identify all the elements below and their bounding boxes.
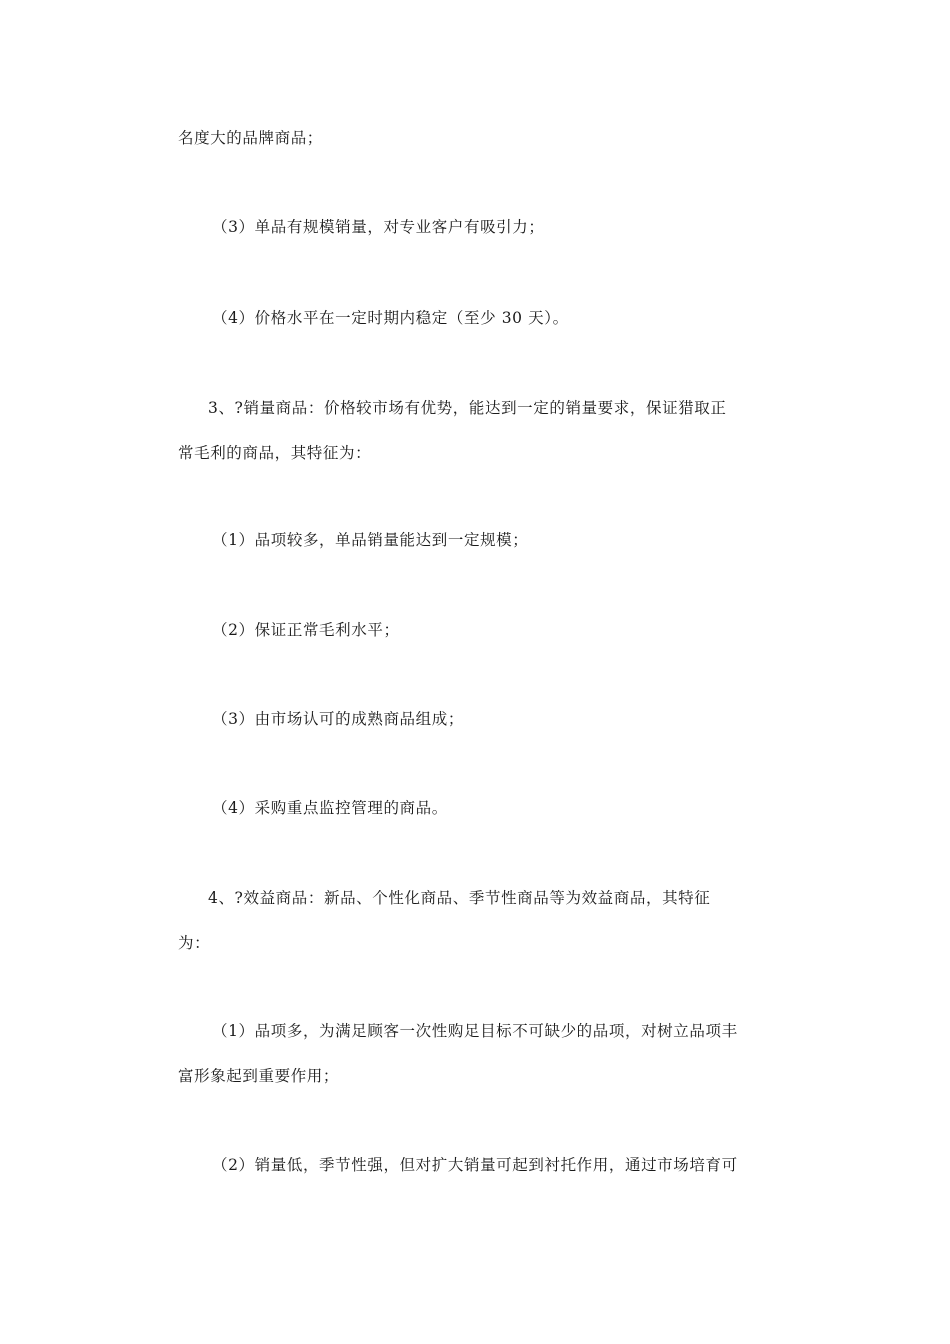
text-line: （2）销量低，季节性强，但对扩大销量可起到衬托作用，通过市场培育可: [212, 1156, 738, 1174]
text-line: （3）单品有规模销量，对专业客户有吸引力；: [212, 218, 545, 236]
text-line: 富形象起到重要作用；: [178, 1067, 340, 1085]
text-line: 为：: [178, 934, 211, 952]
text-line: （2）保证正常毛利水平；: [212, 621, 400, 639]
text-line: 4、?效益商品：新品、个性化商品、季节性商品等为效益商品，其特征: [208, 889, 711, 907]
text-line: （1）品项较多，单品销量能达到一定规模；: [212, 531, 529, 549]
text-line: （3）由市场认可的成熟商品组成；: [212, 710, 464, 728]
text-line: 常毛利的商品，其特征为：: [178, 444, 372, 462]
text-line: 3、?销量商品：价格较市场有优势，能达到一定的销量要求，保证猎取正: [208, 399, 727, 417]
text-line: 名度大的品牌商品；: [178, 129, 323, 147]
text-line: （1）品项多，为满足顾客一次性购足目标不可缺少的品项，对树立品项丰: [212, 1022, 738, 1040]
text-line: （4）价格水平在一定时期内稳定（至少 30 天）。: [212, 309, 569, 327]
text-line: （4）采购重点监控管理的商品。: [212, 799, 448, 817]
